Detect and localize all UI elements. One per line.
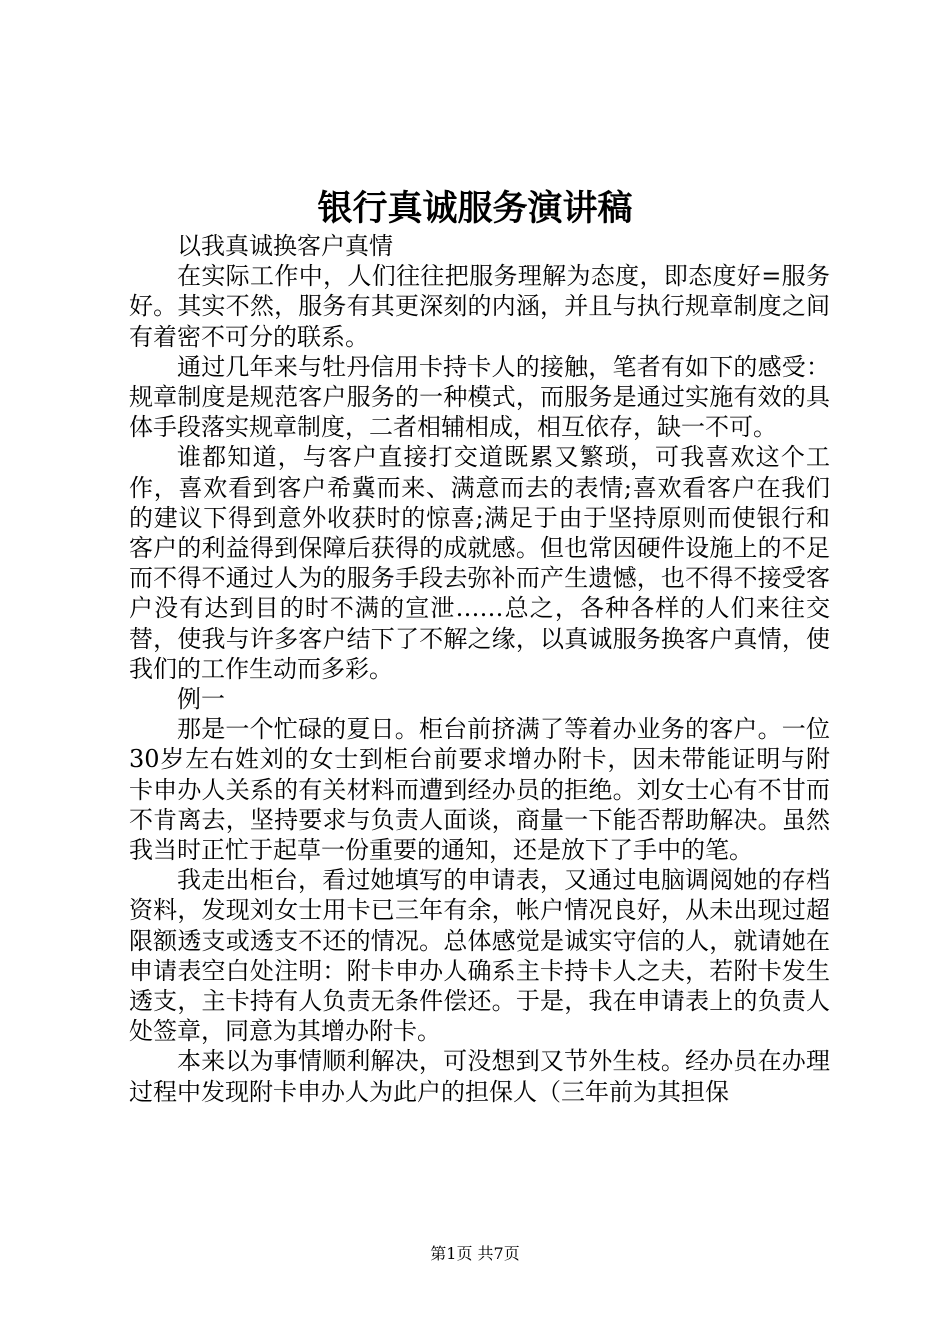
paragraph: 通过几年来与牡丹信用卡持卡人的接触，笔者有如下的感受：规章制度是规范客户服务的一种模式，而服务是通过实施有效的具体手段落实规章制度，二者相辅相成，相互依存，缺一不可。 [129,352,830,442]
paragraph: 本来以为事情顺利解决，可没想到又节外生枝。经办员在办理过程中发现附卡申办人为此户的担保人（三年前为其担保 [129,1047,830,1106]
paragraph: 我走出柜台，看过她填写的申请表，又通过电脑调阅她的存档资料，发现刘女士用卡已三年有余，帐户情况良好，从未出现过超限额透支或透支不还的情况。总体感觉是诚实守信的人，就请她在申请表空白处注明：附卡申办人确系主卡持卡人之夫，若附卡发生透支，主卡持有人负责无条件偿还。于是，我在申请表上的负责人处签章，同意为其增办附卡。 [129,866,830,1046]
paragraph: 谁都知道，与客户直接打交道既累又繁琐，可我喜欢这个工作，喜欢看到客户希冀而来、满意而去的表情;喜欢看客户在我们的建议下得到意外收获时的惊喜;满足于由于坚持原则而使银行和客户的利益得到保障后获得的成就感。但也常因硬件设施上的不足而不得不通过人为的服务手段去弥补而产生遗憾，也不得不接受客户没有达到目的时不满的宣泄……总之，各种各样的人们来往交替，使我与许多客户结下了不解之缘，以真诚服务换客户真情，使我们的工作生动而多彩。 [129,443,830,683]
paragraph: 那是一个忙碌的夏日。柜台前挤满了等着办业务的客户。一位30岁左右姓刘的女士到柜台前要求增办附卡，因未带能证明与附卡申办人关系的有关材料而遭到经办员的拒绝。刘女士心有不甘而不肯离去，坚持要求与负责人面谈，商量一下能否帮助解决。虽然我当时正忙于起草一份重要的通知，还是放下了手中的笔。 [129,715,830,865]
document-body [129,231,830,1107]
document-title: 银行真诚服务演讲稿 [317,188,633,229]
paragraph: 在实际工作中，人们往往把服务理解为态度，即态度好=服务好。其实不然，服务有其更深刻的内涵，并且与执行规章制度之间有着密不可分的联系。 [129,262,830,351]
paragraph-subtitle: 以我真诚换客户真情 [177,232,393,260]
page-number-footer: 第1页 共7页 [430,1244,520,1263]
section-heading-example-1: 例一 [177,685,225,714]
